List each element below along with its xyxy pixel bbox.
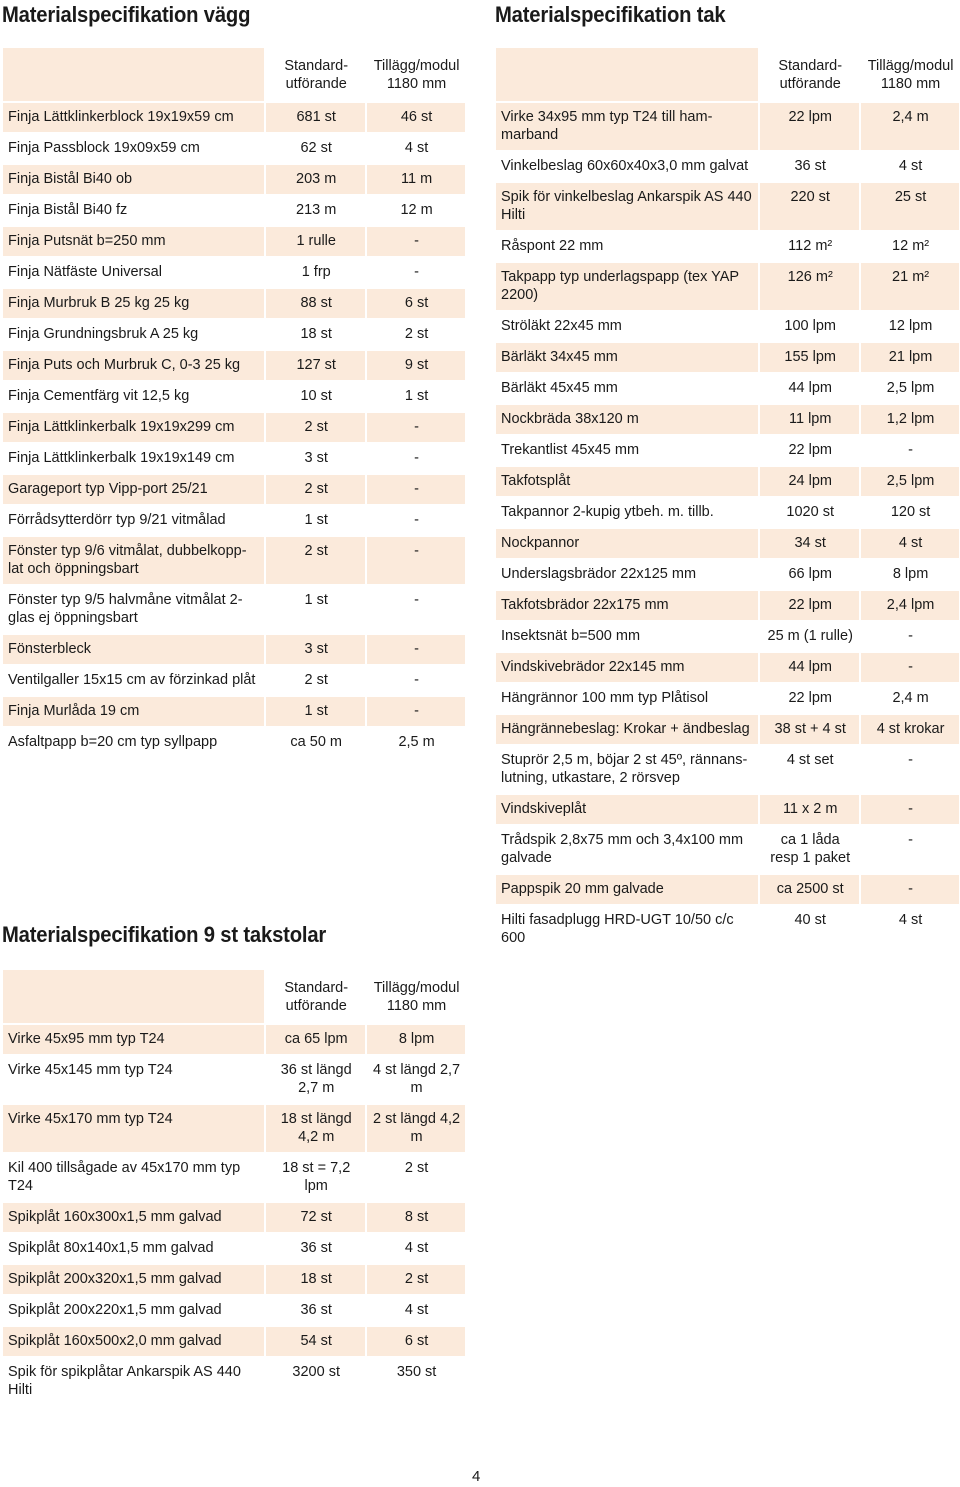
material-name: Hängrännebeslag: Krokar + ändbeslag	[496, 715, 758, 744]
addition-quantity: 4 st	[898, 158, 923, 174]
standard-quantity: 18 st = 7,2 lpm	[282, 1160, 351, 1194]
addition-quantity: 2,4 lpm	[861, 591, 959, 620]
material-name: Spikplåt 160x500x2,0 mm galvad	[3, 1327, 264, 1356]
standard-quantity: 22 lpm	[760, 103, 859, 150]
addition-quantity: -	[414, 672, 419, 688]
wall-spec-title: Materialspecifikation vägg	[2, 2, 251, 27]
material-name: Finja Passblock 19x09x59 cm	[8, 140, 200, 156]
standard-quantity: ca 2500 st	[760, 875, 859, 904]
material-name: Virke 45x145 mm typ T24	[8, 1062, 173, 1078]
addition-quantity: 2 st	[404, 1160, 429, 1176]
standard-quantity: 2 st	[304, 672, 328, 688]
addition-quantity: -	[367, 413, 465, 442]
header-blank-cell	[496, 48, 758, 101]
material-name: Stuprör 2,5 m, böjar 2 st 45º, rännans-lutning, utkastare, 2 rörsvep	[501, 752, 748, 786]
header-standard-line1: Standard-	[284, 980, 349, 996]
header-addition	[367, 970, 465, 1023]
material-name: Finja Bistål Bi40 fz	[8, 202, 128, 218]
table-row	[3, 1296, 465, 1325]
material-name: Hilti fasadplugg HRD-UGT 10/50 c/c 600	[501, 912, 734, 946]
table-row	[3, 134, 465, 163]
addition-quantity: 4 st krokar	[861, 715, 959, 744]
addition-quantity: -	[367, 227, 465, 256]
table-row	[3, 1265, 465, 1294]
material-name: Finja Lättklinkerblock 19x19x59 cm	[3, 103, 264, 132]
truss-spec-title: Materialspecifikation 9 st takstolar	[2, 922, 327, 947]
addition-quantity: 2,5 m	[398, 734, 435, 750]
standard-quantity: 3200 st	[292, 1364, 340, 1380]
material-name: Finja Murlåda 19 cm	[3, 697, 264, 726]
header-standard-line1: Standard-	[778, 58, 843, 74]
addition-quantity: -	[908, 628, 913, 644]
material-name: Förrådsytterdörr typ 9/21 vitmålad	[8, 512, 226, 528]
standard-quantity: 681 st	[266, 103, 365, 132]
table-row	[3, 1327, 465, 1356]
material-name: Takpapp typ underlagspapp (tex YAP 2200)	[496, 263, 758, 310]
standard-quantity: ca 1 låda resp 1 paket	[770, 832, 851, 866]
standard-quantity: 72 st	[266, 1203, 365, 1232]
table-row	[3, 227, 465, 256]
addition-quantity: 6 st	[367, 289, 465, 318]
table-row	[3, 1056, 465, 1103]
table-row	[3, 537, 465, 584]
standard-quantity: 10 st	[300, 388, 332, 404]
header-standard-line2: utförande	[285, 76, 347, 92]
standard-quantity: 22 lpm	[788, 442, 832, 458]
table-row	[496, 622, 959, 651]
addition-quantity: 46 st	[367, 103, 465, 132]
addition-quantity: 11 m	[367, 165, 465, 194]
addition-quantity: 12 m	[400, 202, 433, 218]
standard-quantity: 100 lpm	[784, 318, 836, 334]
addition-quantity: -	[414, 264, 419, 280]
standard-quantity: 1 st	[304, 592, 328, 608]
addition-quantity: 2 st	[367, 1265, 465, 1294]
table-row	[496, 591, 959, 620]
header-addition-line2: 1180 mm	[880, 76, 941, 92]
standard-quantity: ca 65 lpm	[266, 1025, 365, 1054]
addition-quantity: 8 st	[367, 1203, 465, 1232]
table-row	[496, 875, 959, 904]
material-name: Garageport typ Vipp-port 25/21	[3, 475, 264, 504]
standard-quantity: 38 st + 4 st	[760, 715, 859, 744]
table-row	[3, 258, 465, 287]
header-standard	[760, 48, 859, 101]
table-row	[3, 1358, 465, 1405]
standard-quantity: 62 st	[300, 140, 332, 156]
standard-quantity: 18 st	[266, 1265, 365, 1294]
material-name: Finja Lättklinkerbalk 19x19x299 cm	[3, 413, 264, 442]
table-row	[496, 103, 959, 150]
addition-quantity: 1,2 lpm	[861, 405, 959, 434]
standard-quantity: 3 st	[266, 635, 365, 664]
standard-quantity: 1 st	[266, 697, 365, 726]
addition-quantity: -	[367, 697, 465, 726]
table-row	[3, 635, 465, 664]
header-standard-line1: Standard-	[284, 58, 349, 74]
material-name: Spikplåt 80x140x1,5 mm galvad	[8, 1240, 214, 1256]
standard-quantity: 25 m (1 rulle)	[767, 628, 853, 644]
standard-quantity: 22 lpm	[788, 690, 832, 706]
roof-spec-table	[494, 46, 960, 955]
addition-quantity: 8 lpm	[367, 1025, 465, 1054]
material-name: Bärläkt 34x45 mm	[496, 343, 758, 372]
addition-quantity: 2 st	[404, 326, 429, 342]
standard-quantity: 2 st	[266, 537, 365, 584]
addition-quantity: -	[414, 512, 419, 528]
addition-quantity: -	[367, 635, 465, 664]
page-number: 4	[472, 1468, 481, 1485]
material-name: Underslagsbrädor 22x125 mm	[501, 566, 697, 582]
standard-quantity: 1 rulle	[266, 227, 365, 256]
table-row	[496, 715, 959, 744]
addition-quantity: 9 st	[367, 351, 465, 380]
table-row	[3, 320, 465, 349]
addition-quantity: -	[908, 832, 913, 848]
material-name: Spikplåt 160x300x1,5 mm galvad	[3, 1203, 264, 1232]
material-name: Vinkelbeslag 60x60x40x3,0 mm galvat	[501, 158, 749, 174]
material-name: Fönster typ 9/5 halvmåne vitmålat 2-glas ej öppningsbart	[8, 592, 243, 626]
table-row	[3, 506, 465, 535]
header-standard-line2: utförande	[285, 998, 347, 1014]
table-row	[496, 405, 959, 434]
table-row	[3, 728, 465, 757]
table-row	[496, 826, 959, 873]
addition-quantity: 21 lpm	[861, 343, 959, 372]
material-name: Råspont 22 mm	[501, 238, 604, 254]
table-header-row	[3, 970, 465, 1023]
table-row	[496, 498, 959, 527]
material-name: Nockpannor	[496, 529, 758, 558]
standard-quantity: 36 st	[300, 1302, 332, 1318]
standard-quantity: 213 m	[296, 202, 337, 218]
header-blank-cell	[3, 48, 264, 101]
table-row	[496, 232, 959, 261]
standard-quantity: 11 x 2 m	[760, 795, 859, 824]
standard-quantity: 22 lpm	[760, 591, 859, 620]
standard-quantity: 36 st	[300, 1240, 332, 1256]
material-name: Trådspik 2,8x75 mm och 3,4x100 mm galvade	[501, 832, 744, 866]
standard-quantity: 4 st set	[786, 752, 834, 768]
table-row	[3, 1105, 465, 1152]
material-name: Virke 34x95 mm typ T24 till ham-marband	[496, 103, 758, 150]
addition-quantity: 2,5 lpm	[861, 467, 959, 496]
header-standard	[266, 48, 365, 101]
table-row	[496, 653, 959, 682]
material-name: Finja Murbruk B 25 kg 25 kg	[3, 289, 264, 318]
material-name: Finja Bistål Bi40 ob	[3, 165, 264, 194]
table-row	[3, 382, 465, 411]
table-row	[496, 263, 959, 310]
material-name: Takpannor 2-kupig ytbeh. m. tillb.	[501, 504, 714, 520]
addition-quantity: -	[908, 752, 913, 768]
material-name: Asfaltpapp b=20 cm typ syllpapp	[8, 734, 218, 750]
addition-quantity: -	[367, 537, 465, 584]
standard-quantity: 127 st	[266, 351, 365, 380]
standard-quantity: 66 lpm	[788, 566, 832, 582]
addition-quantity: 4 st längd 2,7 m	[373, 1062, 461, 1096]
material-name: Ventilgaller 15x15 cm av förzinkad plåt	[8, 672, 256, 688]
addition-quantity: 6 st	[367, 1327, 465, 1356]
material-name: Ströläkt 22x45 mm	[501, 318, 622, 334]
standard-quantity: ca 50 m	[290, 734, 342, 750]
header-addition-line1: Tillägg/modul	[867, 58, 954, 74]
standard-quantity: 34 st	[760, 529, 859, 558]
material-name: Spikplåt 200x220x1,5 mm galvad	[8, 1302, 222, 1318]
table-row	[496, 560, 959, 589]
table-row	[3, 165, 465, 194]
addition-quantity: 120 st	[890, 504, 931, 520]
addition-quantity: 1 st	[404, 388, 429, 404]
material-name: Bärläkt 45x45 mm	[501, 380, 618, 396]
standard-quantity: 1020 st	[786, 504, 834, 520]
header-addition-line2: 1180 mm	[386, 998, 447, 1014]
material-name: Trekantlist 45x45 mm	[501, 442, 640, 458]
table-row	[3, 103, 465, 132]
header-blank-cell	[3, 970, 264, 1023]
standard-quantity: 3 st	[304, 450, 328, 466]
material-name: Finja Puts och Murbruk C, 0-3 25 kg	[3, 351, 264, 380]
table-row	[496, 343, 959, 372]
header-standard-line2: utförande	[779, 76, 841, 92]
addition-quantity: 4 st	[404, 140, 429, 156]
standard-quantity: 1 st	[304, 512, 328, 528]
standard-quantity: 2 st	[266, 475, 365, 504]
standard-quantity: 36 st längd 2,7 m	[280, 1062, 352, 1096]
addition-quantity: -	[908, 442, 913, 458]
table-row	[3, 351, 465, 380]
addition-quantity: 350 st	[396, 1364, 437, 1380]
material-name: Vindskivebrädor 22x145 mm	[496, 653, 758, 682]
material-name: Spikplåt 200x320x1,5 mm galvad	[3, 1265, 264, 1294]
standard-quantity: 11 lpm	[760, 405, 859, 434]
addition-quantity: 4 st	[404, 1302, 429, 1318]
table-row	[3, 475, 465, 504]
table-row	[496, 152, 959, 181]
table-row	[496, 374, 959, 403]
table-row	[3, 1234, 465, 1263]
addition-quantity: 2,5 lpm	[886, 380, 935, 396]
table-row	[3, 666, 465, 695]
table-row	[496, 746, 959, 793]
addition-quantity: 21 m²	[861, 263, 959, 310]
standard-quantity: 203 m	[266, 165, 365, 194]
table-header-row	[3, 48, 465, 101]
material-name: Finja Grundningsbruk A 25 kg	[8, 326, 199, 342]
table-row	[496, 312, 959, 341]
standard-quantity: 18 st längd 4,2 m	[266, 1105, 365, 1152]
standard-quantity: 36 st	[794, 158, 826, 174]
header-standard	[266, 970, 365, 1023]
standard-quantity: 54 st	[266, 1327, 365, 1356]
standard-quantity: 220 st	[760, 183, 859, 230]
material-name: Finja Cementfärg vit 12,5 kg	[8, 388, 190, 404]
material-name: Kil 400 tillsågade av 45x170 mm typ T24	[8, 1160, 241, 1194]
addition-quantity: -	[367, 475, 465, 504]
addition-quantity: 12 m²	[892, 238, 930, 254]
header-addition-line2: 1180 mm	[386, 76, 447, 92]
material-name: Finja Putsnät b=250 mm	[3, 227, 264, 256]
material-name: Fönsterbleck	[3, 635, 264, 664]
header-addition-line1: Tillägg/modul	[373, 980, 460, 996]
table-row	[496, 529, 959, 558]
addition-quantity: -	[861, 795, 959, 824]
material-name: Spik för vinkelbeslag Ankarspik AS 440 Hilti	[496, 183, 758, 230]
table-row	[3, 1203, 465, 1232]
table-row	[496, 183, 959, 230]
addition-quantity: 4 st	[898, 912, 923, 928]
standard-quantity: 40 st	[794, 912, 826, 928]
standard-quantity: 1 frp	[301, 264, 331, 280]
table-row	[496, 795, 959, 824]
table-row	[3, 413, 465, 442]
standard-quantity: 18 st	[300, 326, 332, 342]
addition-quantity: 4 st	[404, 1240, 429, 1256]
material-name: Finja Lättklinkerbalk 19x19x149 cm	[8, 450, 235, 466]
wall-spec-table	[1, 46, 467, 759]
truss-spec-table	[1, 968, 467, 1407]
material-name: Virke 45x95 mm typ T24	[3, 1025, 264, 1054]
addition-quantity: 2,4 m	[861, 103, 959, 150]
addition-quantity: 12 lpm	[888, 318, 933, 334]
addition-quantity: -	[414, 450, 419, 466]
header-addition	[861, 48, 959, 101]
addition-quantity: -	[861, 653, 959, 682]
standard-quantity: 24 lpm	[760, 467, 859, 496]
table-row	[496, 436, 959, 465]
addition-quantity: 2 st längd 4,2 m	[367, 1105, 465, 1152]
table-header-row	[496, 48, 959, 101]
material-name: Insektsnät b=500 mm	[501, 628, 641, 644]
material-name: Pappspik 20 mm galvade	[496, 875, 758, 904]
standard-quantity: 88 st	[266, 289, 365, 318]
material-name: Takfotsplåt	[496, 467, 758, 496]
material-name: Hängrännor 100 mm typ Plåtisol	[501, 690, 709, 706]
standard-quantity: 2 st	[266, 413, 365, 442]
material-name: Vindskiveplåt	[496, 795, 758, 824]
table-row	[3, 444, 465, 473]
roof-spec-title: Materialspecifikation tak	[495, 2, 726, 27]
standard-quantity: 155 lpm	[760, 343, 859, 372]
table-row	[3, 586, 465, 633]
table-row	[496, 906, 959, 953]
addition-quantity: 25 st	[861, 183, 959, 230]
standard-quantity: 112 m²	[788, 238, 833, 254]
table-row	[3, 1154, 465, 1201]
table-row	[3, 697, 465, 726]
material-name: Nockbräda 38x120 m	[496, 405, 758, 434]
table-row	[3, 289, 465, 318]
header-addition	[367, 48, 465, 101]
addition-quantity: 4 st	[861, 529, 959, 558]
addition-quantity: -	[861, 875, 959, 904]
table-row	[3, 196, 465, 225]
material-name: Takfotsbrädor 22x175 mm	[496, 591, 758, 620]
standard-quantity: 44 lpm	[760, 653, 859, 682]
standard-quantity: 126 m²	[760, 263, 859, 310]
material-name: Finja Nätfäste Universal	[8, 264, 162, 280]
header-addition-line1: Tillägg/modul	[373, 58, 460, 74]
material-name: Spik för spikplåtar Ankarspik AS 440 Hilti	[8, 1364, 241, 1398]
table-row	[496, 684, 959, 713]
standard-quantity: 44 lpm	[788, 380, 832, 396]
material-name: Fönster typ 9/6 vitmålat, dubbelkopp-lat och öppningsbart	[3, 537, 264, 584]
addition-quantity: 2,4 m	[892, 690, 929, 706]
table-row	[3, 1025, 465, 1054]
addition-quantity: 8 lpm	[892, 566, 929, 582]
table-row	[496, 467, 959, 496]
material-name: Virke 45x170 mm typ T24	[3, 1105, 264, 1152]
addition-quantity: -	[414, 592, 419, 608]
